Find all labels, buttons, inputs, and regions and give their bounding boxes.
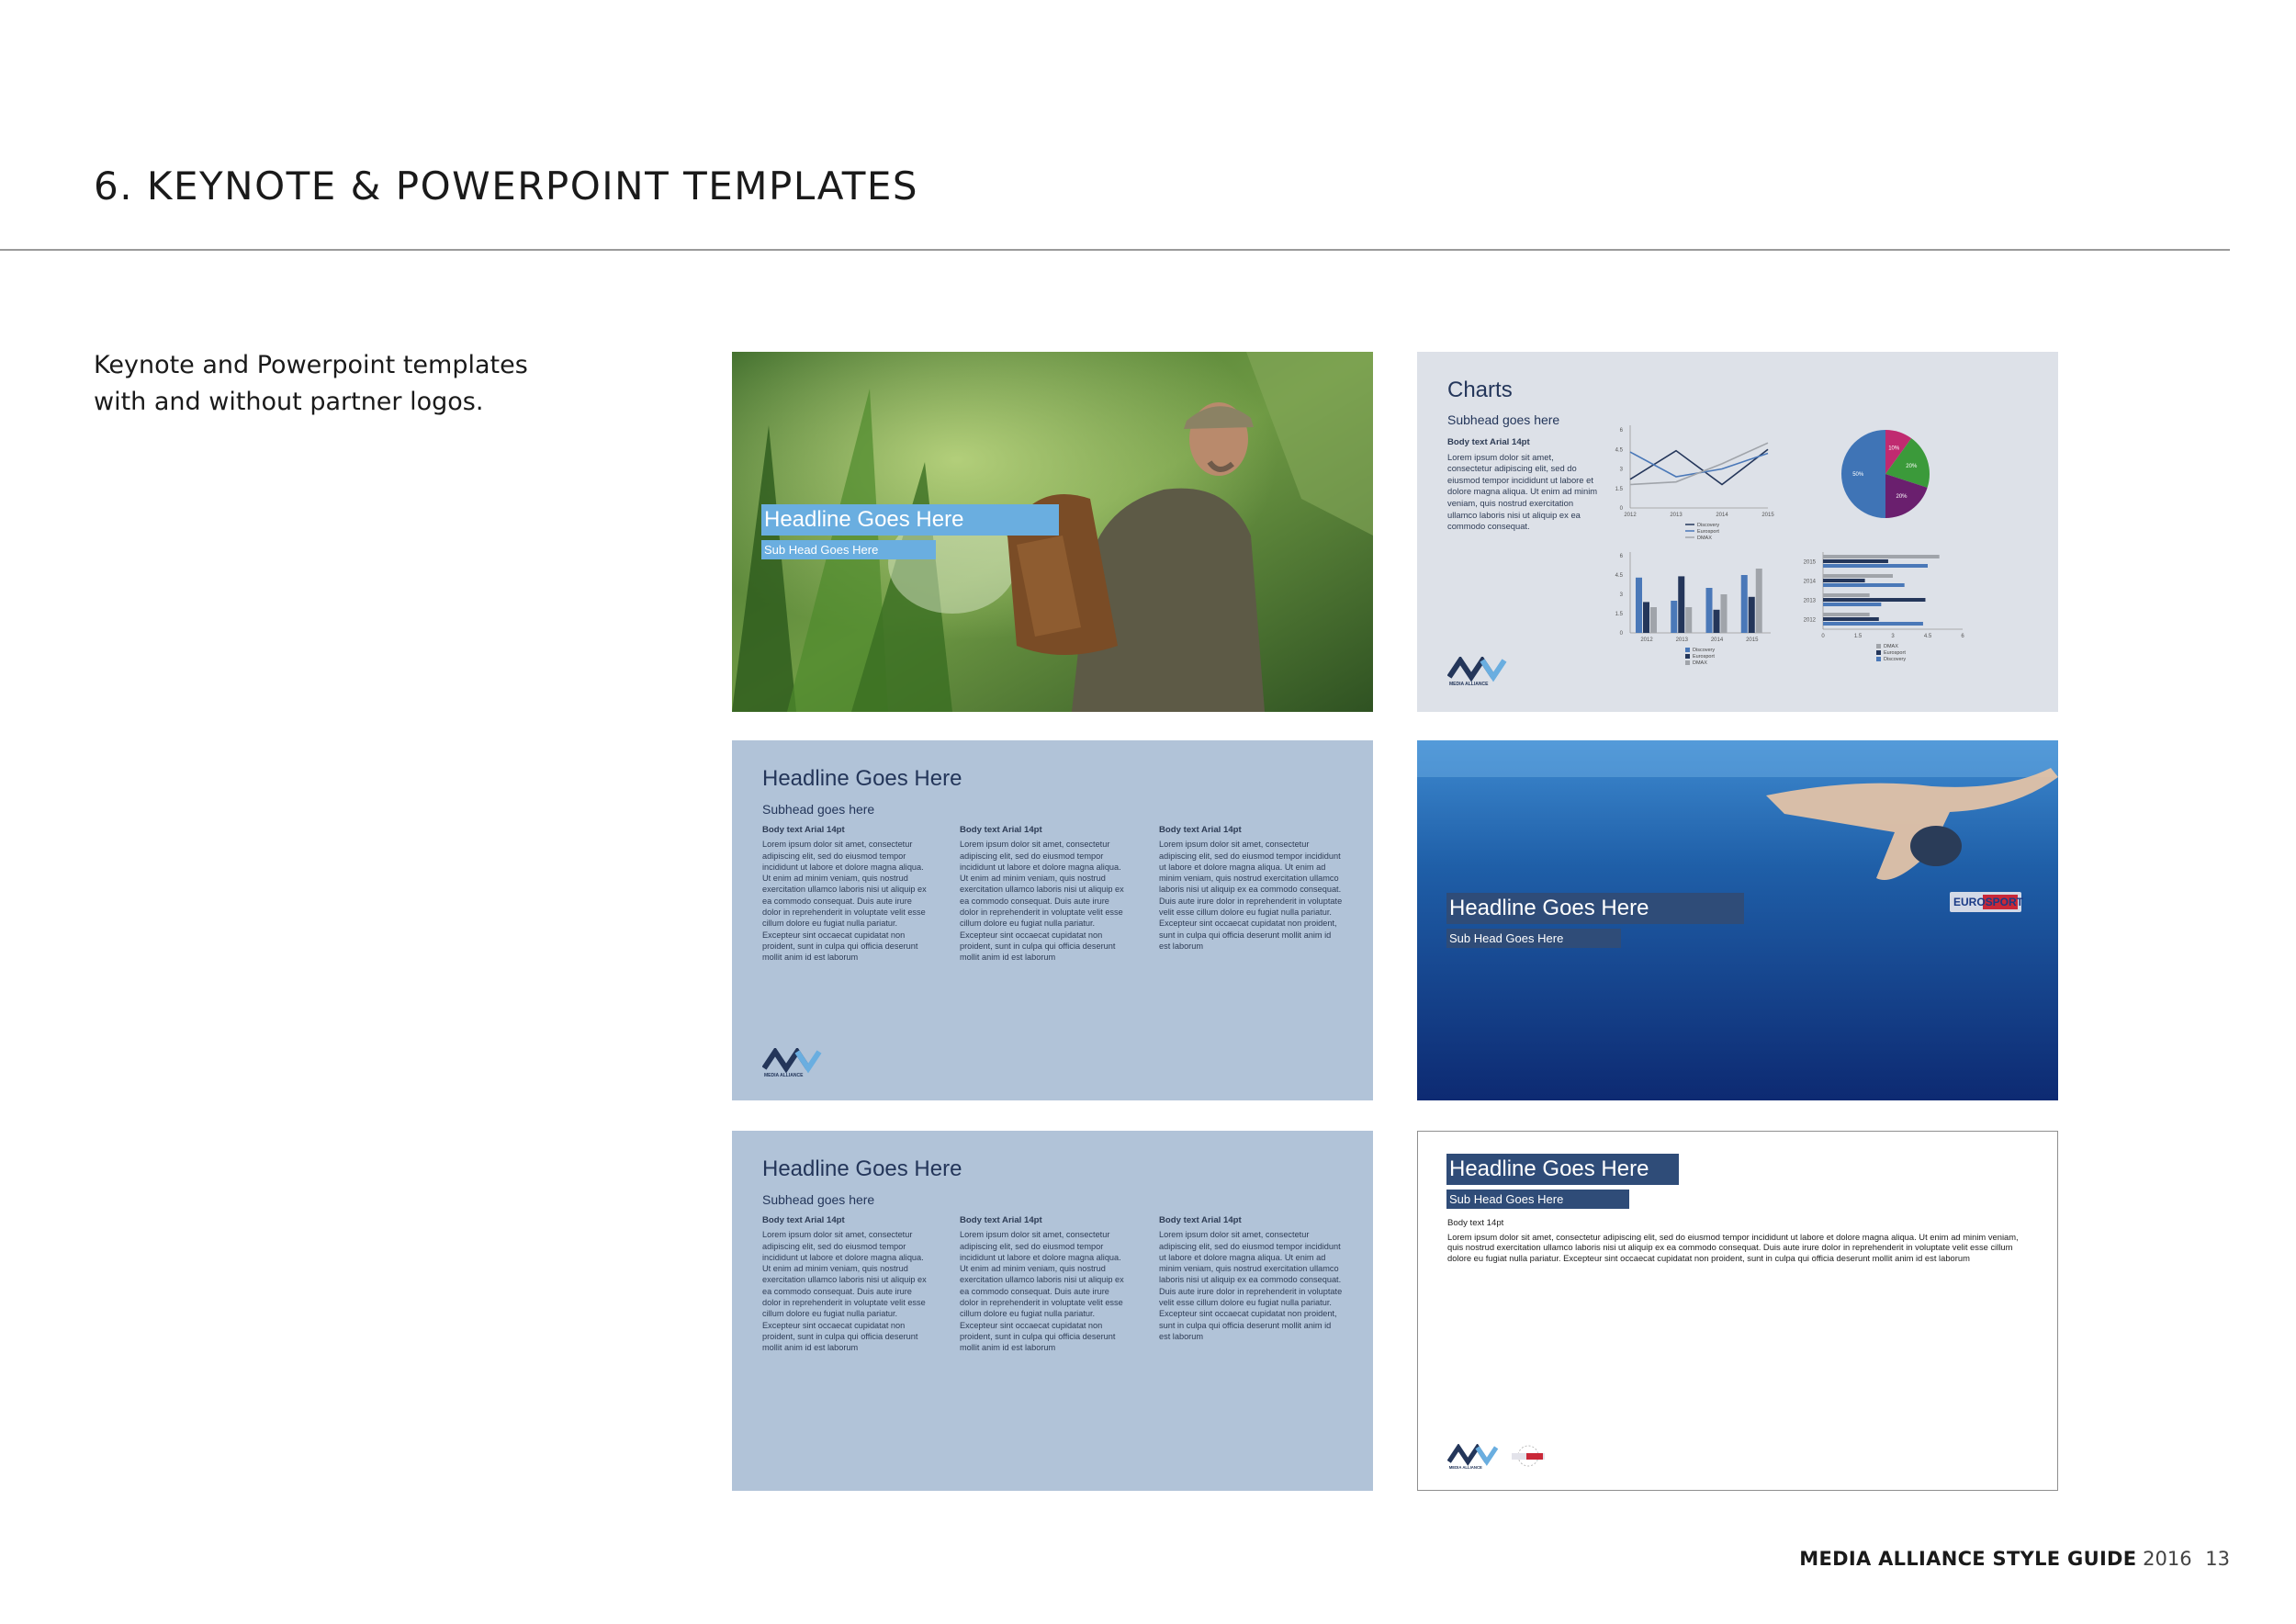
intro-text — [94, 347, 608, 421]
slide-subhead: Sub Head Goes Here — [1446, 1190, 1629, 1209]
hbar-discovery — [1823, 564, 1928, 568]
column-text: Lorem ipsum dolor sit amet, consectetur adipiscing elit, sed do eiusmod tempor incididunt ut labore et dolore magna aliqua. Ut enim ad minim veniam, quis nostrud exercitation ullamco laboris nisi ut aliquip ex ea commodo consequat. Duis aute irure dolor in reprehenderit in voluptate velit esse cillum dolore eu fugiat nulla pariatur. Excepteur sint occaecat cupidatat non proident, sunt in culpa qui officia deserunt mollit anim id est laborum — [762, 840, 927, 963]
slide-subhead: Sub Head Goes Here — [1446, 929, 1621, 948]
line-legend-label: Discovery — [1697, 523, 1720, 528]
column-text: Lorem ipsum dolor sit amet, consectetur adipiscing elit, sed do eiusmod tempor incididunt ut labore et dolore magna aliqua. Ut enim ad minim veniam, quis nostrud exercitation ullamco laboris nisi ut aliquip ex ea commodo consequat. Duis aute irure dolor in reprehenderit in voluptate velit esse cillum dolore eu fugiat nulla pariatur. Excepteur sint occaecat cupidatat non proident, sunt in culpa qui officia deserunt mollit anim id est laborum — [960, 1230, 1124, 1353]
slide-subhead: Subhead goes here — [762, 802, 875, 817]
slide-headline: Headline Goes Here — [762, 766, 962, 791]
media-alliance-logo-icon — [1447, 1444, 1503, 1472]
hbar-eurosport — [1823, 579, 1865, 582]
bar-chart-y-tick: 3 — [1619, 592, 1623, 598]
bar-legend-swatch — [1685, 660, 1690, 665]
hbar-legend-swatch — [1876, 657, 1881, 661]
slide-subhead: Subhead goes here — [762, 1192, 875, 1207]
hbar-eurosport — [1823, 598, 1925, 602]
hbar-chart-x-tick: 3 — [1891, 634, 1895, 639]
column-title: Body text Arial 14pt — [960, 825, 1042, 835]
line-legend-label: Eurosport — [1697, 529, 1719, 535]
slide-headline: Headline Goes Here — [1446, 1154, 1679, 1185]
line-legend-label: DMAX — [1697, 536, 1712, 541]
bar-dmax — [1721, 594, 1728, 633]
text-column-2 — [960, 1215, 1130, 1354]
hbar-dmax — [1823, 593, 1870, 597]
hbar-legend-label: Eurosport — [1884, 650, 1906, 656]
line-chart-x-tick: 2014 — [1716, 513, 1728, 518]
bar-chart-x-tick: 2012 — [1640, 637, 1653, 643]
slide-headline: Headline Goes Here — [761, 504, 1059, 536]
partner-logo-icon — [1508, 1444, 1548, 1468]
bar-chart-y-tick: 4.5 — [1615, 573, 1623, 579]
media-alliance-logo-icon — [1447, 657, 1512, 688]
column-text: Lorem ipsum dolor sit amet, consectetur adipiscing elit, sed do eiusmod tempor incididunt ut labore et dolore magna aliqua. Ut enim ad minim veniam, quis nostrud exercitation ullamco laboris nisi ut aliquip ex ea commodo consequat. Duis aute irure dolor in reprehenderit in voluptate velit esse cillum dolore eu fugiat nulla pariatur. Excepteur sint occaecat cupidatat non proident, sunt in culpa qui officia deserunt mollit anim id est laborum — [1159, 1230, 1343, 1341]
hbar-discovery — [1823, 622, 1923, 626]
hbar-chart-y-tick: 2015 — [1803, 559, 1816, 566]
bar-chart-y-tick: 6 — [1619, 554, 1623, 559]
column-text: Lorem ipsum dolor sit amet, consectetur adipiscing elit, sed do eiusmod tempor incididunt ut labore et dolore magna aliqua. Ut enim ad minim veniam, quis nostrud exercitation ullamco laboris nisi ut aliquip ex ea commodo consequat. Duis aute irure dolor in reprehenderit in voluptate velit esse cillum dolore eu fugiat nulla pariatur. Excepteur sint occaecat cupidatat non proident, sunt in culpa qui officia deserunt mollit anim id est laborum — [1159, 840, 1343, 951]
bar-eurosport — [1749, 597, 1755, 633]
pie-slice-label: 20% — [1906, 463, 1918, 469]
pie-slice-label: 50% — [1852, 472, 1864, 478]
hbar-chart-x-tick: 4.5 — [1923, 634, 1932, 639]
charts-body-title: Body text Arial 14pt — [1447, 437, 1530, 447]
column-text: Lorem ipsum dolor sit amet, consectetur adipiscing elit, sed do eiusmod tempor incididunt ut labore et dolore magna aliqua. Ut enim ad minim veniam, quis nostrud exercitation ullamco laboris nisi ut aliquip ex ea commodo consequat. Duis aute irure dolor in reprehenderit in voluptate velit esse cillum dolore eu fugiat nulla pariatur. Excepteur sint occaecat cupidatat non proident, sunt in culpa qui officia deserunt mollit anim id est laborum — [762, 1230, 927, 1353]
charts-body-text: Lorem ipsum dolor sit amet, consectetur adipiscing elit, sed do eiusmod tempor incididunt ut labore et dolore magna aliqua. Ut enim ad minim veniam, quis nostrud exercitation ullamco laboris nisi ut aliquip ex ea commodo consequat. — [1447, 451, 1598, 532]
hbar-discovery — [1823, 583, 1905, 587]
pie-slice-label: 10% — [1888, 445, 1900, 452]
hbar-chart-x-tick: 1.5 — [1853, 634, 1863, 639]
slide-photo-template — [732, 352, 1373, 712]
slide-subhead: Sub Head Goes Here — [761, 540, 936, 559]
slide-text-template-a — [732, 740, 1373, 1100]
bar-legend-label: DMAX — [1693, 660, 1707, 666]
partner-logo-text: EUROSPORT — [1953, 896, 2024, 908]
bar-eurosport — [1678, 576, 1684, 633]
bar-dmax — [1685, 607, 1692, 633]
logo-wordmark: MEDIA ALLIANCE — [1449, 682, 1489, 687]
eurosport-logo-icon — [1950, 892, 2024, 912]
bar-chart-x-tick: 2014 — [1710, 637, 1724, 643]
logo-wordmark: MEDIA ALLIANCE — [1448, 1465, 1482, 1470]
bar-dmax — [1650, 607, 1657, 633]
pie-slice-label: 20% — [1896, 494, 1908, 501]
hbar-legend-label: Discovery — [1884, 657, 1907, 662]
hbar-eurosport — [1823, 559, 1888, 563]
intro-line-2: with and without partner logos. — [94, 388, 484, 416]
bar-legend-swatch — [1685, 648, 1690, 652]
line-series-discovery — [1630, 449, 1768, 484]
bar-discovery — [1671, 601, 1677, 633]
text-column-3 — [1159, 1215, 1343, 1342]
slide-charts-template — [1417, 352, 2058, 712]
charts-subhead: Subhead goes here — [1447, 412, 1560, 427]
bar-chart-x-tick: 2013 — [1675, 637, 1688, 643]
white-body-title: Body text 14pt — [1447, 1218, 1504, 1228]
hbar-chart-x-tick: 0 — [1821, 634, 1825, 639]
hbar-legend-swatch — [1876, 644, 1881, 648]
white-body — [1447, 1218, 2026, 1263]
slide-swimmer-template — [1417, 740, 2058, 1100]
charts-canvas — [1417, 352, 2058, 712]
bar-chart-y-tick: 1.5 — [1615, 612, 1623, 617]
column-title: Body text Arial 14pt — [762, 825, 845, 835]
line-chart-y-tick: 0 — [1619, 506, 1623, 512]
slide-headline: Headline Goes Here — [762, 1156, 962, 1181]
hbar-dmax — [1823, 555, 1940, 558]
intro-line-1: Keynote and Powerpoint templates — [94, 351, 528, 379]
column-title: Body text Arial 14pt — [1159, 825, 1242, 835]
line-chart-x-tick: 2013 — [1670, 513, 1683, 518]
bar-chart-x-tick: 2015 — [1746, 637, 1759, 643]
bar-discovery — [1741, 575, 1748, 633]
bar-chart-y-tick: 0 — [1619, 631, 1623, 637]
line-chart-y-tick: 4.5 — [1615, 447, 1623, 454]
slide-white-template — [1417, 1131, 2058, 1491]
bar-discovery — [1636, 578, 1642, 633]
hbar-legend-label: DMAX — [1884, 644, 1898, 649]
hbar-chart-x-tick: 6 — [1961, 634, 1964, 639]
page-title: 6. KEYNOTE & POWERPOINT TEMPLATES — [94, 164, 919, 209]
text-column-1 — [762, 825, 932, 964]
line-chart-x-tick: 2012 — [1624, 513, 1637, 518]
text-column-3 — [1159, 825, 1343, 952]
column-title: Body text Arial 14pt — [1159, 1215, 1242, 1225]
line-chart-y-tick: 6 — [1619, 428, 1623, 434]
hbar-chart-y-tick: 2013 — [1803, 598, 1816, 604]
charts-title: Charts — [1447, 378, 1513, 402]
bar-dmax — [1756, 569, 1762, 633]
column-title: Body text Arial 14pt — [960, 1215, 1042, 1225]
hbar-legend-swatch — [1876, 650, 1881, 655]
logo-wordmark: MEDIA ALLIANCE — [764, 1073, 804, 1078]
hbar-discovery — [1823, 603, 1881, 606]
bar-legend-label: Eurosport — [1693, 654, 1715, 660]
bar-eurosport — [1714, 610, 1720, 633]
line-chart-y-tick: 3 — [1619, 467, 1623, 473]
bar-discovery — [1706, 588, 1713, 633]
hbar-eurosport — [1823, 617, 1879, 621]
hbar-dmax — [1823, 574, 1893, 578]
bar-legend-label: Discovery — [1693, 648, 1716, 653]
column-text: Lorem ipsum dolor sit amet, consectetur adipiscing elit, sed do eiusmod tempor incididunt ut labore et dolore magna aliqua. Ut enim ad minim veniam, quis nostrud exercitation ullamco laboris nisi ut aliquip ex ea commodo consequat. Duis aute irure dolor in reprehenderit in voluptate velit esse cillum dolore eu fugiat nulla pariatur. Excepteur sint occaecat cupidatat non proident, sunt in culpa qui officia deserunt mollit anim id est laborum — [960, 840, 1124, 963]
hbar-dmax — [1823, 613, 1870, 616]
column-title: Body text Arial 14pt — [762, 1215, 845, 1225]
title-divider — [0, 249, 2230, 251]
footer-page-number: 13 — [2205, 1548, 2230, 1570]
slide-text-template-b — [732, 1131, 1373, 1491]
footer-year: 2016 — [2143, 1548, 2192, 1570]
white-body-text: Lorem ipsum dolor sit amet, consectetur adipiscing elit, sed do eiusmod tempor incididunt ut labore et dolore magna aliqua. Ut enim ad minim veniam, quis nostrud exercitation ullamco laboris nisi ut aliquip ex ea commodo consequat. Duis aute irure dolor in reprehenderit in voluptate velit esse cillum dolore eu fugiat nulla pariatur. Excepteur sint occaecat cupidatat non proident, sunt in culpa qui officia deserunt mollit anim id est laborum — [1447, 1231, 2019, 1263]
hbar-chart-y-tick: 2014 — [1803, 579, 1816, 585]
media-alliance-logo-icon — [762, 1048, 827, 1079]
page-footer — [1799, 1548, 2230, 1570]
text-column-1 — [762, 1215, 932, 1354]
bar-legend-swatch — [1685, 654, 1690, 659]
line-chart-x-tick: 2015 — [1761, 513, 1774, 518]
slide-headline: Headline Goes Here — [1446, 893, 1744, 924]
line-chart-y-tick: 1.5 — [1615, 486, 1623, 492]
bar-eurosport — [1643, 602, 1649, 633]
footer-brand: MEDIA ALLIANCE STYLE GUIDE — [1799, 1548, 2137, 1570]
text-column-2 — [960, 825, 1130, 964]
hbar-chart-y-tick: 2012 — [1803, 617, 1816, 624]
